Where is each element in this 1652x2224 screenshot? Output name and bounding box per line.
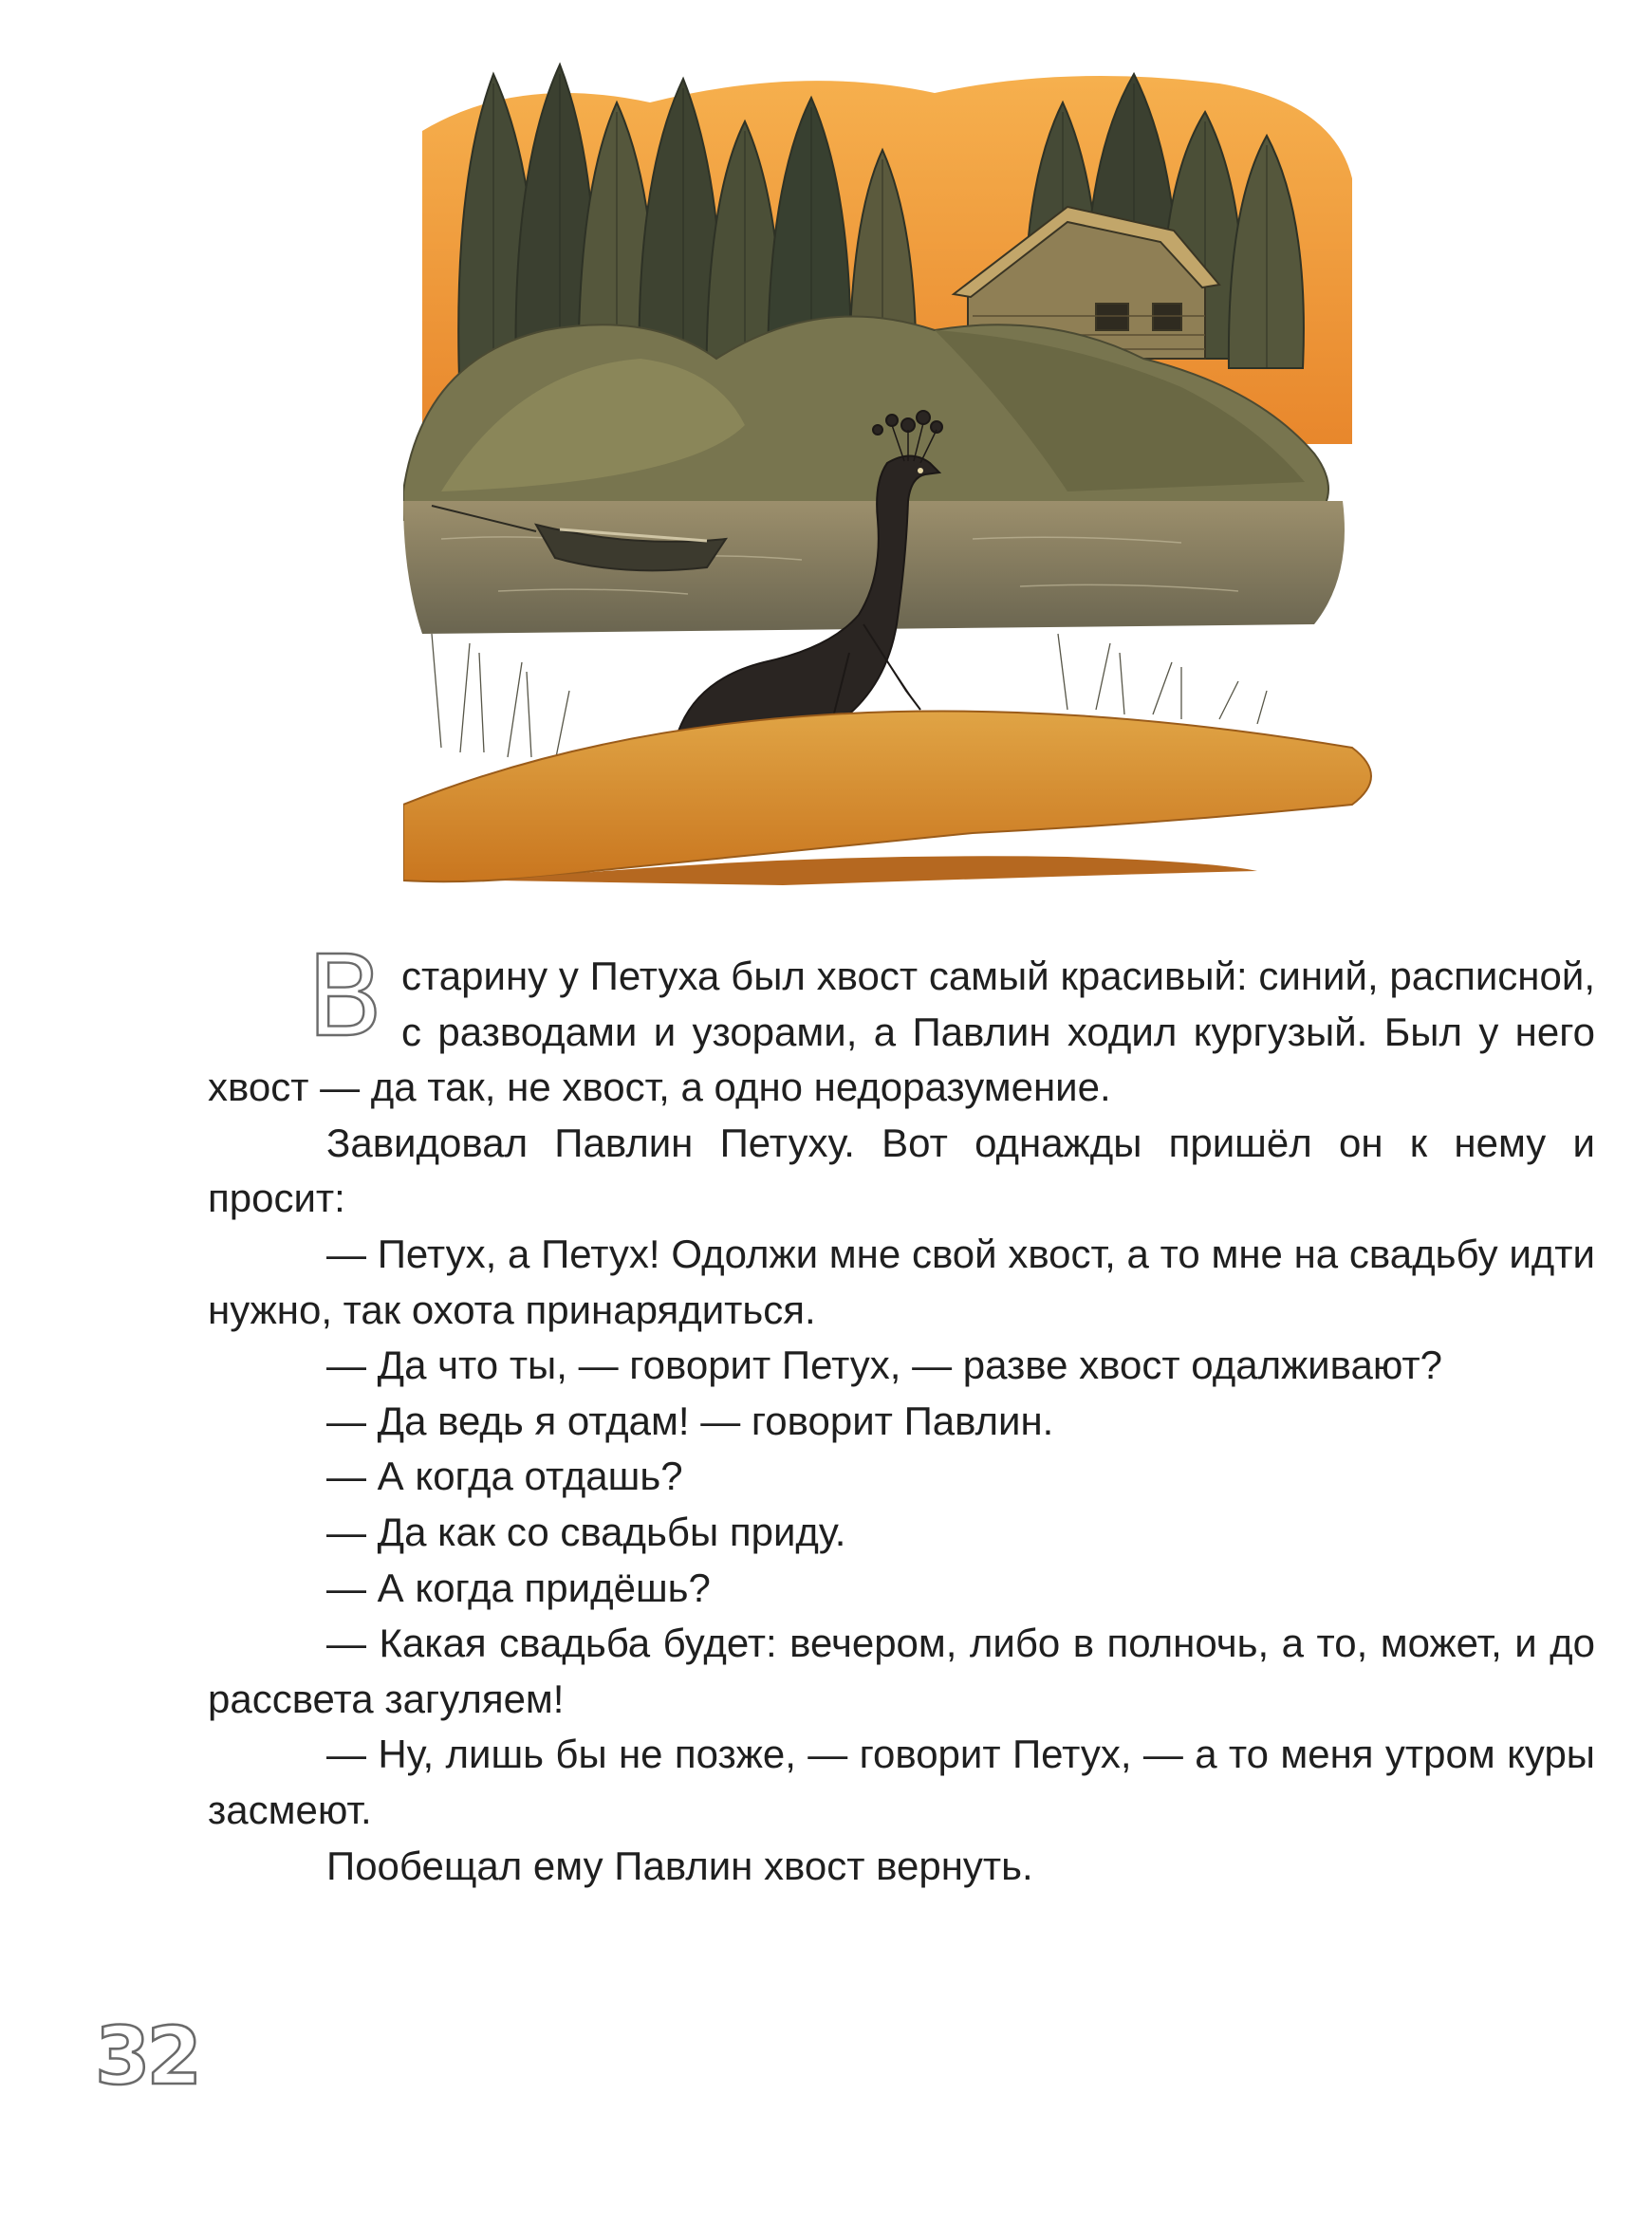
story-paragraph: старину у Петуха был хвост самый красивый: синий, расписной, с разводами и узорами, а Павлин ходил кургузый. Был у него хвост — да так, не хвост, а одно недоразумение. <box>208 954 1595 1110</box>
story-paragraph: — Да ведь я отдам! — говорит Павлин. <box>326 1398 1054 1443</box>
story-paragraph: Завидовал Павлин Петуху. Вот однажды пришёл он к нему и просит: <box>208 1120 1595 1221</box>
story-paragraph: — Какая свадьба будет: вечером, либо в полночь, а то, может, и до рассвета загуляем! <box>208 1621 1595 1721</box>
story-paragraph: — А когда отдашь? <box>326 1454 683 1499</box>
illustration-peacock-lake <box>403 46 1390 899</box>
story-paragraph: — Да как со свадьбы приду. <box>326 1509 846 1554</box>
story-paragraph: — Ну, лишь бы не позже, — говорит Петух, — а то меня утром куры засмеют. <box>208 1732 1595 1832</box>
story-paragraph: — А когда придёшь? <box>326 1565 711 1610</box>
story-paragraph: — Петух, а Петух! Одолжи мне свой хвост, а то мне на свадьбу идти нужно, так охота принарядиться. <box>208 1231 1595 1332</box>
drop-cap-letter: В <box>306 931 383 1062</box>
shore <box>403 712 1371 882</box>
page-number: 32 <box>95 2010 198 2103</box>
story-paragraph: — Да что ты, — говорит Петух, — разве хвост одалживают? <box>326 1343 1442 1388</box>
story-paragraph: Пообещал ему Павлин хвост вернуть. <box>326 1843 1033 1888</box>
story-text <box>208 931 1595 1894</box>
